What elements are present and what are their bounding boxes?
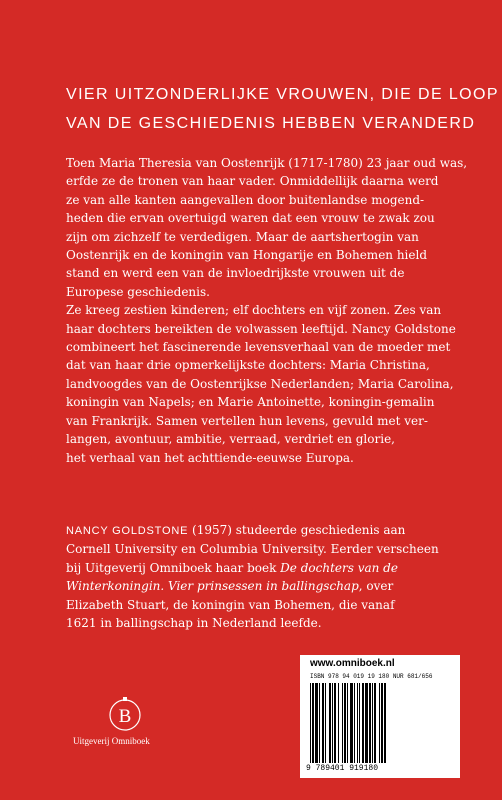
author-bio-text: bij Uitgeverij Omniboek haar boek — [66, 560, 281, 575]
author-bio-line: 1621 in ballingschap in Nederland leefde. — [66, 616, 322, 631]
publisher-url: www.omniboek.nl — [310, 658, 395, 669]
blurb-line: van Frankrijk. Samen vertellen hun levens, gevuld met ver- — [66, 413, 428, 428]
blurb-line: heden die ervan overtuigd waren dat een vrouw te zwak zou — [66, 211, 435, 226]
barcode-bar — [334, 683, 336, 763]
blurb-line: stand en werd een van de invloedrijkste vrouwen uit de — [66, 266, 405, 281]
barcode-bar — [310, 683, 311, 763]
author-bio-line: Elizabeth Stuart, de koningin van Bohemen, die vanaf — [66, 597, 395, 612]
barcode-bar — [350, 683, 353, 763]
barcode-bar — [347, 683, 348, 763]
blurb-line: combineert het fascinerende levensverhaal van de moeder met — [66, 340, 451, 355]
blurb-line: Ze kreeg zestien kinderen; elf dochters en vijf zonen. Zes van — [66, 303, 442, 318]
blurb-line: langen, avontuur, ambitie, verraad, verdriet en glorie, — [66, 432, 395, 447]
barcode-bar — [319, 683, 320, 763]
author-name: NANCY GOLDSTONE — [66, 525, 189, 537]
barcode-bar — [381, 683, 383, 763]
headline — [66, 80, 499, 138]
barcode-bar — [344, 683, 346, 763]
author-bio-line — [66, 577, 486, 595]
author-bio — [66, 521, 486, 632]
blurb-line: haar dochters bereikten de volwassen leeftijd. Nancy Goldstone — [66, 321, 456, 336]
barcode-bar — [357, 683, 358, 763]
blurb-line: zijn om zichzelf te verdedigen. Maar de aartshertogin van — [66, 229, 419, 244]
barcode-bar — [365, 683, 368, 763]
barcode-bar — [315, 683, 318, 763]
blurb-line: ze van alle kanten aangevallen door buitenlandse mogend- — [66, 192, 425, 207]
blurb-line: erfde ze de tronen van haar vader. Onmiddellijk daarna werd — [66, 174, 439, 189]
barcode-bar — [379, 683, 380, 763]
barcode-bar — [325, 683, 326, 763]
barcode-icon — [308, 683, 452, 763]
barcode-label — [300, 655, 460, 778]
blurb-line: het verhaal van het achttiende-eeuwse Europa. — [66, 450, 354, 465]
publisher-logo — [73, 696, 183, 746]
publisher-logo-letter: B — [118, 706, 132, 727]
blurb-paragraph-1 — [66, 154, 486, 301]
book-title: Winterkoningin. Vier prinsessen in ballingschap — [66, 579, 359, 594]
blurb-line: dat van haar drie opmerkelijkste dochters: Maria Christina, — [66, 358, 430, 373]
barcode-bar — [362, 683, 364, 763]
author-bio-text: (1957) studeerde geschiedenis aan — [188, 523, 406, 537]
barcode-bar — [369, 683, 371, 763]
blurb-line: Europese geschiedenis. — [66, 284, 210, 299]
author-bio-line — [66, 521, 486, 540]
blurb-paragraph-2 — [66, 301, 486, 467]
barcode-bar — [384, 683, 386, 763]
barcode-bar — [342, 683, 343, 763]
barcode-bar — [322, 683, 324, 763]
barcode-bar — [374, 683, 376, 763]
blurb-line: Toen Maria Theresia van Oostenrijk (1717-1780) 23 jaar oud was, — [66, 156, 468, 170]
barcode-bar — [338, 683, 339, 763]
author-bio-line: Cornell University en Columbia University. Eerder verscheen — [66, 542, 439, 557]
book-title: De dochters van de — [280, 560, 398, 575]
publisher-logo-icon — [107, 696, 143, 734]
isbn-text: ISBN 978 94 019 19 180 NUR 681/656 — [310, 673, 433, 680]
blurb-line: koningin van Napels; en Marie Antoinette, koningin-gemalin — [66, 395, 435, 410]
author-bio-line — [66, 559, 486, 577]
barcode-bar — [372, 683, 373, 763]
barcode-bar — [332, 683, 333, 763]
barcode-number: 9 789401 919180 — [306, 764, 379, 773]
author-bio-text: , over — [358, 579, 394, 594]
blurb-line: landvoogdes van de Oostenrijkse Nederlanden; Maria Carolina, — [66, 376, 454, 391]
barcode-bar — [329, 683, 331, 763]
publisher-name: Uitgeverij Omniboek — [73, 736, 150, 746]
headline-line-1: VIER UITZONDERLIJKE VROUWEN, DIE DE LOOP — [66, 86, 499, 103]
blurb — [66, 154, 486, 467]
barcode-bar — [359, 683, 360, 763]
blurb-line: Oostenrijk en de koningin van Hongarije en Bohemen hield — [66, 248, 428, 263]
barcode-bar — [354, 683, 355, 763]
headline-line-2: VAN DE GESCHIEDENIS HEBBEN VERANDERD — [66, 115, 476, 132]
barcode-bar — [312, 683, 314, 763]
